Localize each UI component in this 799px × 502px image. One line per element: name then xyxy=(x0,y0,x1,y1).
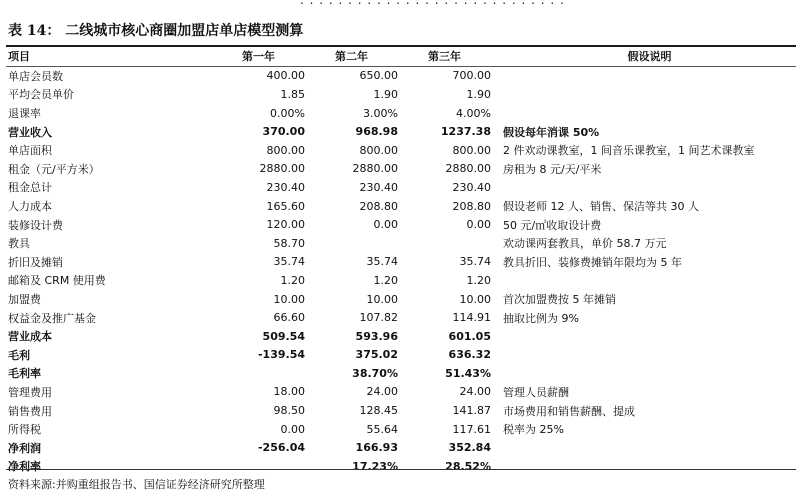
header-item: 项目 xyxy=(6,47,212,66)
store-model-table xyxy=(6,47,796,476)
year-1-value: 10.00 xyxy=(273,292,305,306)
year-2-value: 208.80 xyxy=(359,199,398,213)
year-2-value: 55.64 xyxy=(366,422,398,436)
year-2-value: 17.23% xyxy=(352,459,398,473)
year-2-value: 10.00 xyxy=(366,292,398,306)
table-row xyxy=(6,420,796,439)
year-1-value: 370.00 xyxy=(262,125,305,139)
year-3-value: 352.84 xyxy=(448,441,491,455)
assumption-note xyxy=(501,85,796,104)
year-2-value: 968.98 xyxy=(355,125,398,139)
row-label: 装修设计费 xyxy=(8,218,63,232)
table-row xyxy=(6,327,796,346)
year-1-value: 400.00 xyxy=(266,69,305,83)
assumption-note xyxy=(501,104,796,123)
assumption-note: 50 元/㎡收取设计费 xyxy=(503,218,602,232)
year-1-value: 58.70 xyxy=(273,236,305,250)
year-3-value: 24.00 xyxy=(459,385,491,399)
year-1-value: 0.00% xyxy=(270,106,305,120)
table-row xyxy=(6,85,796,104)
year-3-value: 4.00% xyxy=(456,106,491,120)
year-2-value: 650.00 xyxy=(359,69,398,83)
year-2-value xyxy=(305,234,398,253)
year-1-value: -139.54 xyxy=(257,348,305,362)
header-year-1: 第一年 xyxy=(212,47,305,66)
year-1-value: 800.00 xyxy=(266,143,305,157)
row-label: 单店会员数 xyxy=(8,69,63,83)
assumption-note xyxy=(501,364,796,383)
assumption-note: 假设老师 12 人、销售、保洁等共 30 人 xyxy=(503,200,699,214)
table-row xyxy=(6,438,796,457)
year-3-value: 28.52% xyxy=(445,459,491,473)
year-1-value: 2880.00 xyxy=(259,162,305,176)
table-row xyxy=(6,122,796,141)
table-title: 表 14： 二线城市核心商圈加盟店单店模型测算 xyxy=(8,23,304,39)
year-2-value: 1.20 xyxy=(373,273,398,287)
year-2-value: 593.96 xyxy=(355,329,398,343)
year-2-value: 128.45 xyxy=(359,404,398,418)
row-label: 管理费用 xyxy=(8,385,52,399)
year-2-value: 2880.00 xyxy=(352,162,398,176)
year-3-value: 0.00 xyxy=(466,218,491,232)
year-3-value: 601.05 xyxy=(448,329,491,343)
assumption-note xyxy=(501,327,796,346)
table-row xyxy=(6,66,796,85)
table-row xyxy=(6,308,796,327)
table-row xyxy=(6,383,796,402)
year-2-value: 0.00 xyxy=(373,218,398,232)
year-1-value: 18.00 xyxy=(273,385,305,399)
row-label: 单店面积 xyxy=(8,144,52,158)
table-row xyxy=(6,160,796,179)
year-2-value: 166.93 xyxy=(355,441,398,455)
row-label: 净利率 xyxy=(8,460,41,474)
year-3-value: 1.90 xyxy=(466,87,491,101)
year-3-value: 141.87 xyxy=(452,404,491,418)
row-label: 净利润 xyxy=(8,441,41,455)
row-label: 折旧及摊销 xyxy=(8,255,63,269)
year-1-value: 66.60 xyxy=(273,311,305,325)
assumption-note xyxy=(501,457,796,476)
year-1-value: 0.00 xyxy=(280,422,305,436)
year-2-value: 24.00 xyxy=(366,385,398,399)
year-2-value: 375.02 xyxy=(355,348,398,362)
row-label: 人力成本 xyxy=(8,200,52,214)
assumption-note: 税率为 25% xyxy=(503,423,564,437)
assumption-note: 欢动课两套教具，单价 58.7 万元 xyxy=(503,237,667,251)
row-label: 权益金及推广基金 xyxy=(8,311,96,325)
row-label: 租金（元/平方米） xyxy=(8,162,100,176)
table-row xyxy=(6,253,796,272)
year-3-value: 230.40 xyxy=(452,180,491,194)
year-3-value: 636.32 xyxy=(448,348,491,362)
assumption-note: 2 件欢动课教室，1 间音乐课教室，1 间艺术课教室 xyxy=(503,144,755,158)
year-3-value: 1.20 xyxy=(466,273,491,287)
year-1-value: 120.00 xyxy=(266,218,305,232)
assumption-note: 管理人员薪酬 xyxy=(503,385,569,399)
year-3-value: 10.00 xyxy=(459,292,491,306)
year-3-value: 2880.00 xyxy=(445,162,491,176)
year-3-value: 800.00 xyxy=(452,143,491,157)
year-2-value: 230.40 xyxy=(359,180,398,194)
table-row xyxy=(6,178,796,197)
year-2-value: 38.70% xyxy=(352,366,398,380)
row-label: 租金总计 xyxy=(8,181,52,195)
table-row xyxy=(6,364,796,383)
row-label: 毛利 xyxy=(8,348,30,362)
previous-page-cropped-text: . . . . . . . . . . . . . . . . . . . . . . . . . . . . xyxy=(300,0,565,7)
year-3-value: 117.61 xyxy=(452,422,491,436)
row-label: 毛利率 xyxy=(8,367,41,381)
year-3-value: 35.74 xyxy=(459,255,491,269)
table-row xyxy=(6,197,796,216)
year-1-value: 230.40 xyxy=(266,180,305,194)
assumption-note xyxy=(501,66,796,85)
row-label: 平均会员单价 xyxy=(8,88,74,102)
year-2-value: 800.00 xyxy=(359,143,398,157)
year-3-value: 114.91 xyxy=(452,311,491,325)
row-label: 所得税 xyxy=(8,423,41,437)
year-3-value: 700.00 xyxy=(452,69,491,83)
table-row xyxy=(6,215,796,234)
year-1-value: 509.54 xyxy=(262,329,305,343)
assumption-note: 教具折旧、装修费摊销年限均为 5 年 xyxy=(503,255,682,269)
assumption-note xyxy=(501,346,796,365)
year-3-value xyxy=(398,234,491,253)
row-label: 营业成本 xyxy=(8,330,52,344)
row-label: 邮箱及 CRM 使用费 xyxy=(8,274,106,288)
year-1-value: 98.50 xyxy=(273,404,305,418)
source-note: 资料来源:并购重组报告书、国信证券经济研究所整理 xyxy=(8,478,265,491)
assumption-note: 假设每年消课 50% xyxy=(503,125,600,139)
row-label: 退课率 xyxy=(8,107,41,121)
year-1-value xyxy=(212,457,305,476)
table-row xyxy=(6,141,796,160)
row-label: 销售费用 xyxy=(8,404,52,418)
year-2-value: 1.90 xyxy=(373,87,398,101)
year-2-value: 35.74 xyxy=(366,255,398,269)
assumption-note: 房租为 8 元/天/平米 xyxy=(503,162,602,176)
header-assumption: 假设说明 xyxy=(501,47,796,66)
table-row xyxy=(6,346,796,365)
year-2-value: 3.00% xyxy=(363,106,398,120)
assumption-note xyxy=(501,271,796,290)
table-row xyxy=(6,234,796,253)
table-row xyxy=(6,290,796,309)
year-3-value: 51.43% xyxy=(445,366,491,380)
header-year-3: 第三年 xyxy=(398,47,491,66)
year-3-value: 1237.38 xyxy=(440,125,491,139)
assumption-note: 抽取比例为 9% xyxy=(503,311,579,325)
table-row xyxy=(6,104,796,123)
assumption-note xyxy=(501,438,796,457)
table-header-row xyxy=(6,47,796,66)
table-bottom-divider xyxy=(6,469,796,470)
year-1-value: 35.74 xyxy=(273,255,305,269)
table-row xyxy=(6,457,796,476)
year-1-value xyxy=(212,364,305,383)
assumption-note: 首次加盟费按 5 年摊销 xyxy=(503,293,616,307)
year-3-value: 208.80 xyxy=(452,199,491,213)
assumption-note xyxy=(501,178,796,197)
year-2-value: 107.82 xyxy=(359,311,398,325)
row-label: 加盟费 xyxy=(8,293,41,307)
table-row xyxy=(6,401,796,420)
row-label: 教具 xyxy=(8,237,30,251)
year-1-value: 165.60 xyxy=(266,199,305,213)
row-label: 营业收入 xyxy=(8,125,52,139)
year-1-value: 1.85 xyxy=(280,87,305,101)
year-1-value: 1.20 xyxy=(280,273,305,287)
year-1-value: -256.04 xyxy=(257,441,305,455)
table-row xyxy=(6,271,796,290)
assumption-note: 市场费用和销售薪酬、提成 xyxy=(503,404,635,418)
header-year-2: 第二年 xyxy=(305,47,398,66)
